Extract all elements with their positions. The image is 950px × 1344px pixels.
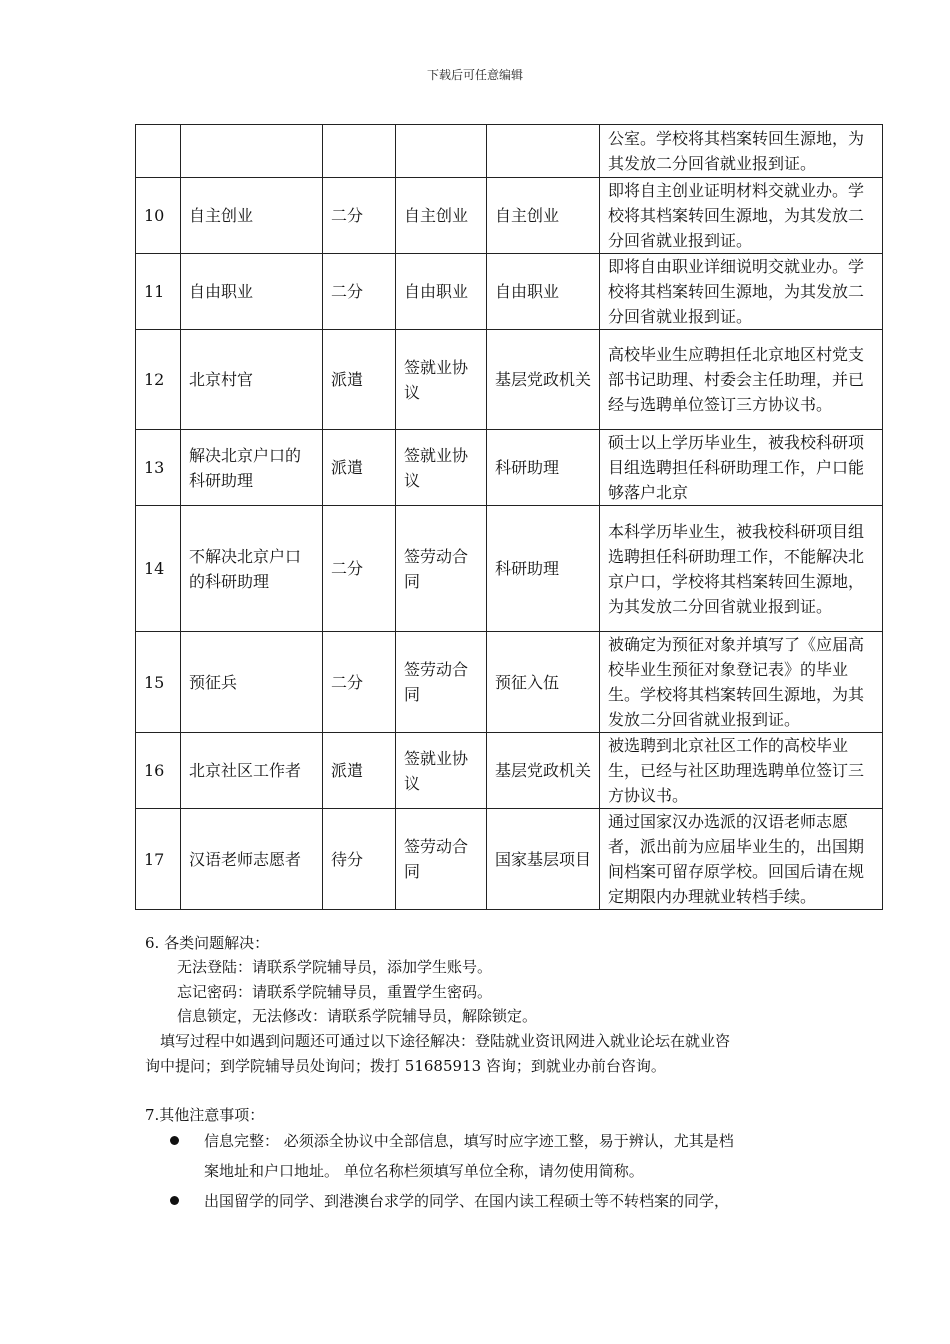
cell-unit-category: 基层党政机关 — [487, 330, 600, 430]
cell-employment-type-name: 北京村官 — [181, 330, 323, 430]
cell-agreement-form: 签就业协议 — [396, 330, 487, 430]
section-7-title: 7.其他注意事项： — [145, 1106, 265, 1124]
table-row — [136, 330, 883, 430]
cell-employment-type-name: 预征兵 — [181, 632, 323, 733]
cell-dispatch-type: 派遣 — [323, 733, 396, 809]
cell-row-number: 11 — [136, 254, 181, 330]
cell-dispatch-type: 派遣 — [323, 430, 396, 506]
cell-row-number: 17 — [136, 809, 181, 910]
cell-row-number: 15 — [136, 632, 181, 733]
cell-employment-type-name: 汉语老师志愿者 — [181, 809, 323, 910]
cell-dispatch-type: 二分 — [323, 506, 396, 632]
section-6-title: 6. 各类问题解决： — [145, 934, 270, 952]
table-row — [136, 254, 883, 330]
cell-row-number: 16 — [136, 733, 181, 809]
cell-agreement-form — [396, 125, 487, 178]
cell-agreement-form: 自主创业 — [396, 178, 487, 254]
cell-employment-type-name: 解决北京户口的科研助理 — [181, 430, 323, 506]
page-header: 下载后可任意编辑 — [426, 68, 523, 82]
cell-agreement-form: 自由职业 — [396, 254, 487, 330]
list-item — [170, 1126, 810, 1186]
table-row — [136, 178, 883, 254]
cell-row-number: 14 — [136, 506, 181, 632]
cell-unit-category: 科研助理 — [487, 506, 600, 632]
cell-unit-category: 国家基层项目 — [487, 809, 600, 910]
section-6-item: 忘记密码：请联系学院辅导员，重置学生密码。 — [177, 983, 493, 1001]
table-row — [136, 506, 883, 632]
cell-employment-type-name — [181, 125, 323, 178]
cell-description: 被确定为预征对象并填写了《应届高校毕业生预征对象登记表》的毕业生。学校将其档案转回生源地，为其发放二分回省就业报到证。 — [600, 632, 883, 733]
cell-unit-category: 基层党政机关 — [487, 733, 600, 809]
bullet-text-line: 信息完整： 必须添全协议中全部信息，填写时应字迹工整，易于辨认，尤其是档 — [204, 1132, 734, 1150]
cell-agreement-form: 签劳动合同 — [396, 632, 487, 733]
cell-employment-type-name: 自由职业 — [181, 254, 323, 330]
table-row — [136, 632, 883, 733]
cell-employment-type-name: 不解决北京户口的科研助理 — [181, 506, 323, 632]
list-item — [170, 1186, 810, 1216]
cell-description: 通过国家汉办选派的汉语老师志愿者，派出前为应届毕业生的，出国期间档案可留存原学校。回国后请在规定期限内办理就业转档手续。 — [600, 809, 883, 910]
table-row — [136, 430, 883, 506]
section-6-item: 信息锁定，无法修改：请联系学院辅导员，解除锁定。 — [177, 1007, 538, 1025]
bullet-icon — [170, 1136, 179, 1145]
table-row — [136, 809, 883, 910]
cell-unit-category — [487, 125, 600, 178]
table-body — [136, 125, 883, 910]
cell-description: 本科学历毕业生，被我校科研项目组选聘担任科研助理工作，不能解决北京户口，学校将其档案转回生源地，为其发放二分回省就业报到证。 — [600, 506, 883, 632]
cell-description: 被选聘到北京社区工作的高校毕业生，已经与社区助理选聘单位签订三方协议书。 — [600, 733, 883, 809]
cell-agreement-form: 签就业协议 — [396, 733, 487, 809]
table-row — [136, 733, 883, 809]
cell-row-number: 10 — [136, 178, 181, 254]
employment-type-table — [135, 124, 883, 910]
cell-description: 高校毕业生应聘担任北京地区村党支部书记助理、村委会主任助理，并已经与选聘单位签订三方协议书。 — [600, 330, 883, 430]
cell-row-number: 13 — [136, 430, 181, 506]
cell-dispatch-type: 派遣 — [323, 330, 396, 430]
cell-description: 硕士以上学历毕业生，被我校科研项目组选聘担任科研助理工作，户口能够落户北京 — [600, 430, 883, 506]
section-6-paragraph-line: 询中提问；到学院辅导员处询问；拨打 51685913 咨询；到就业办前台咨询。 — [145, 1057, 666, 1075]
cell-employment-type-name: 北京社区工作者 — [181, 733, 323, 809]
section-6-paragraph-line: 填写过程中如遇到问题还可通过以下途径解决：登陆就业资讯网进入就业论坛在就业咨 — [160, 1032, 731, 1050]
cell-dispatch-type: 二分 — [323, 632, 396, 733]
cell-dispatch-type — [323, 125, 396, 178]
cell-agreement-form: 签劳动合同 — [396, 809, 487, 910]
cell-unit-category: 自主创业 — [487, 178, 600, 254]
cell-agreement-form: 签劳动合同 — [396, 506, 487, 632]
cell-agreement-form: 签就业协议 — [396, 430, 487, 506]
cell-unit-category: 自由职业 — [487, 254, 600, 330]
cell-dispatch-type: 待分 — [323, 809, 396, 910]
section-6-item: 无法登陆：请联系学院辅导员，添加学生账号。 — [177, 958, 493, 976]
cell-description: 即将自由职业详细说明交就业办。学校将其档案转回生源地，为其发放二分回省就业报到证。 — [600, 254, 883, 330]
bullet-text-line: 案地址和户口地址。 单位名称栏须填写单位全称，请勿使用简称。 — [204, 1162, 644, 1180]
cell-row-number: 12 — [136, 330, 181, 430]
cell-description: 即将自主创业证明材料交就业办。学校将其档案转回生源地，为其发放二分回省就业报到证。 — [600, 178, 883, 254]
cell-unit-category: 预征入伍 — [487, 632, 600, 733]
cell-unit-category: 科研助理 — [487, 430, 600, 506]
table-row — [136, 125, 883, 178]
cell-description: 公室。学校将其档案转回生源地，为其发放二分回省就业报到证。 — [600, 125, 883, 178]
cell-row-number — [136, 125, 181, 178]
bullet-icon — [170, 1196, 179, 1205]
cell-dispatch-type: 二分 — [323, 254, 396, 330]
cell-dispatch-type: 二分 — [323, 178, 396, 254]
bullet-text-line: 出国留学的同学、到港澳台求学的同学、在国内读工程硕士等不转档案的同学， — [204, 1192, 730, 1210]
cell-employment-type-name: 自主创业 — [181, 178, 323, 254]
